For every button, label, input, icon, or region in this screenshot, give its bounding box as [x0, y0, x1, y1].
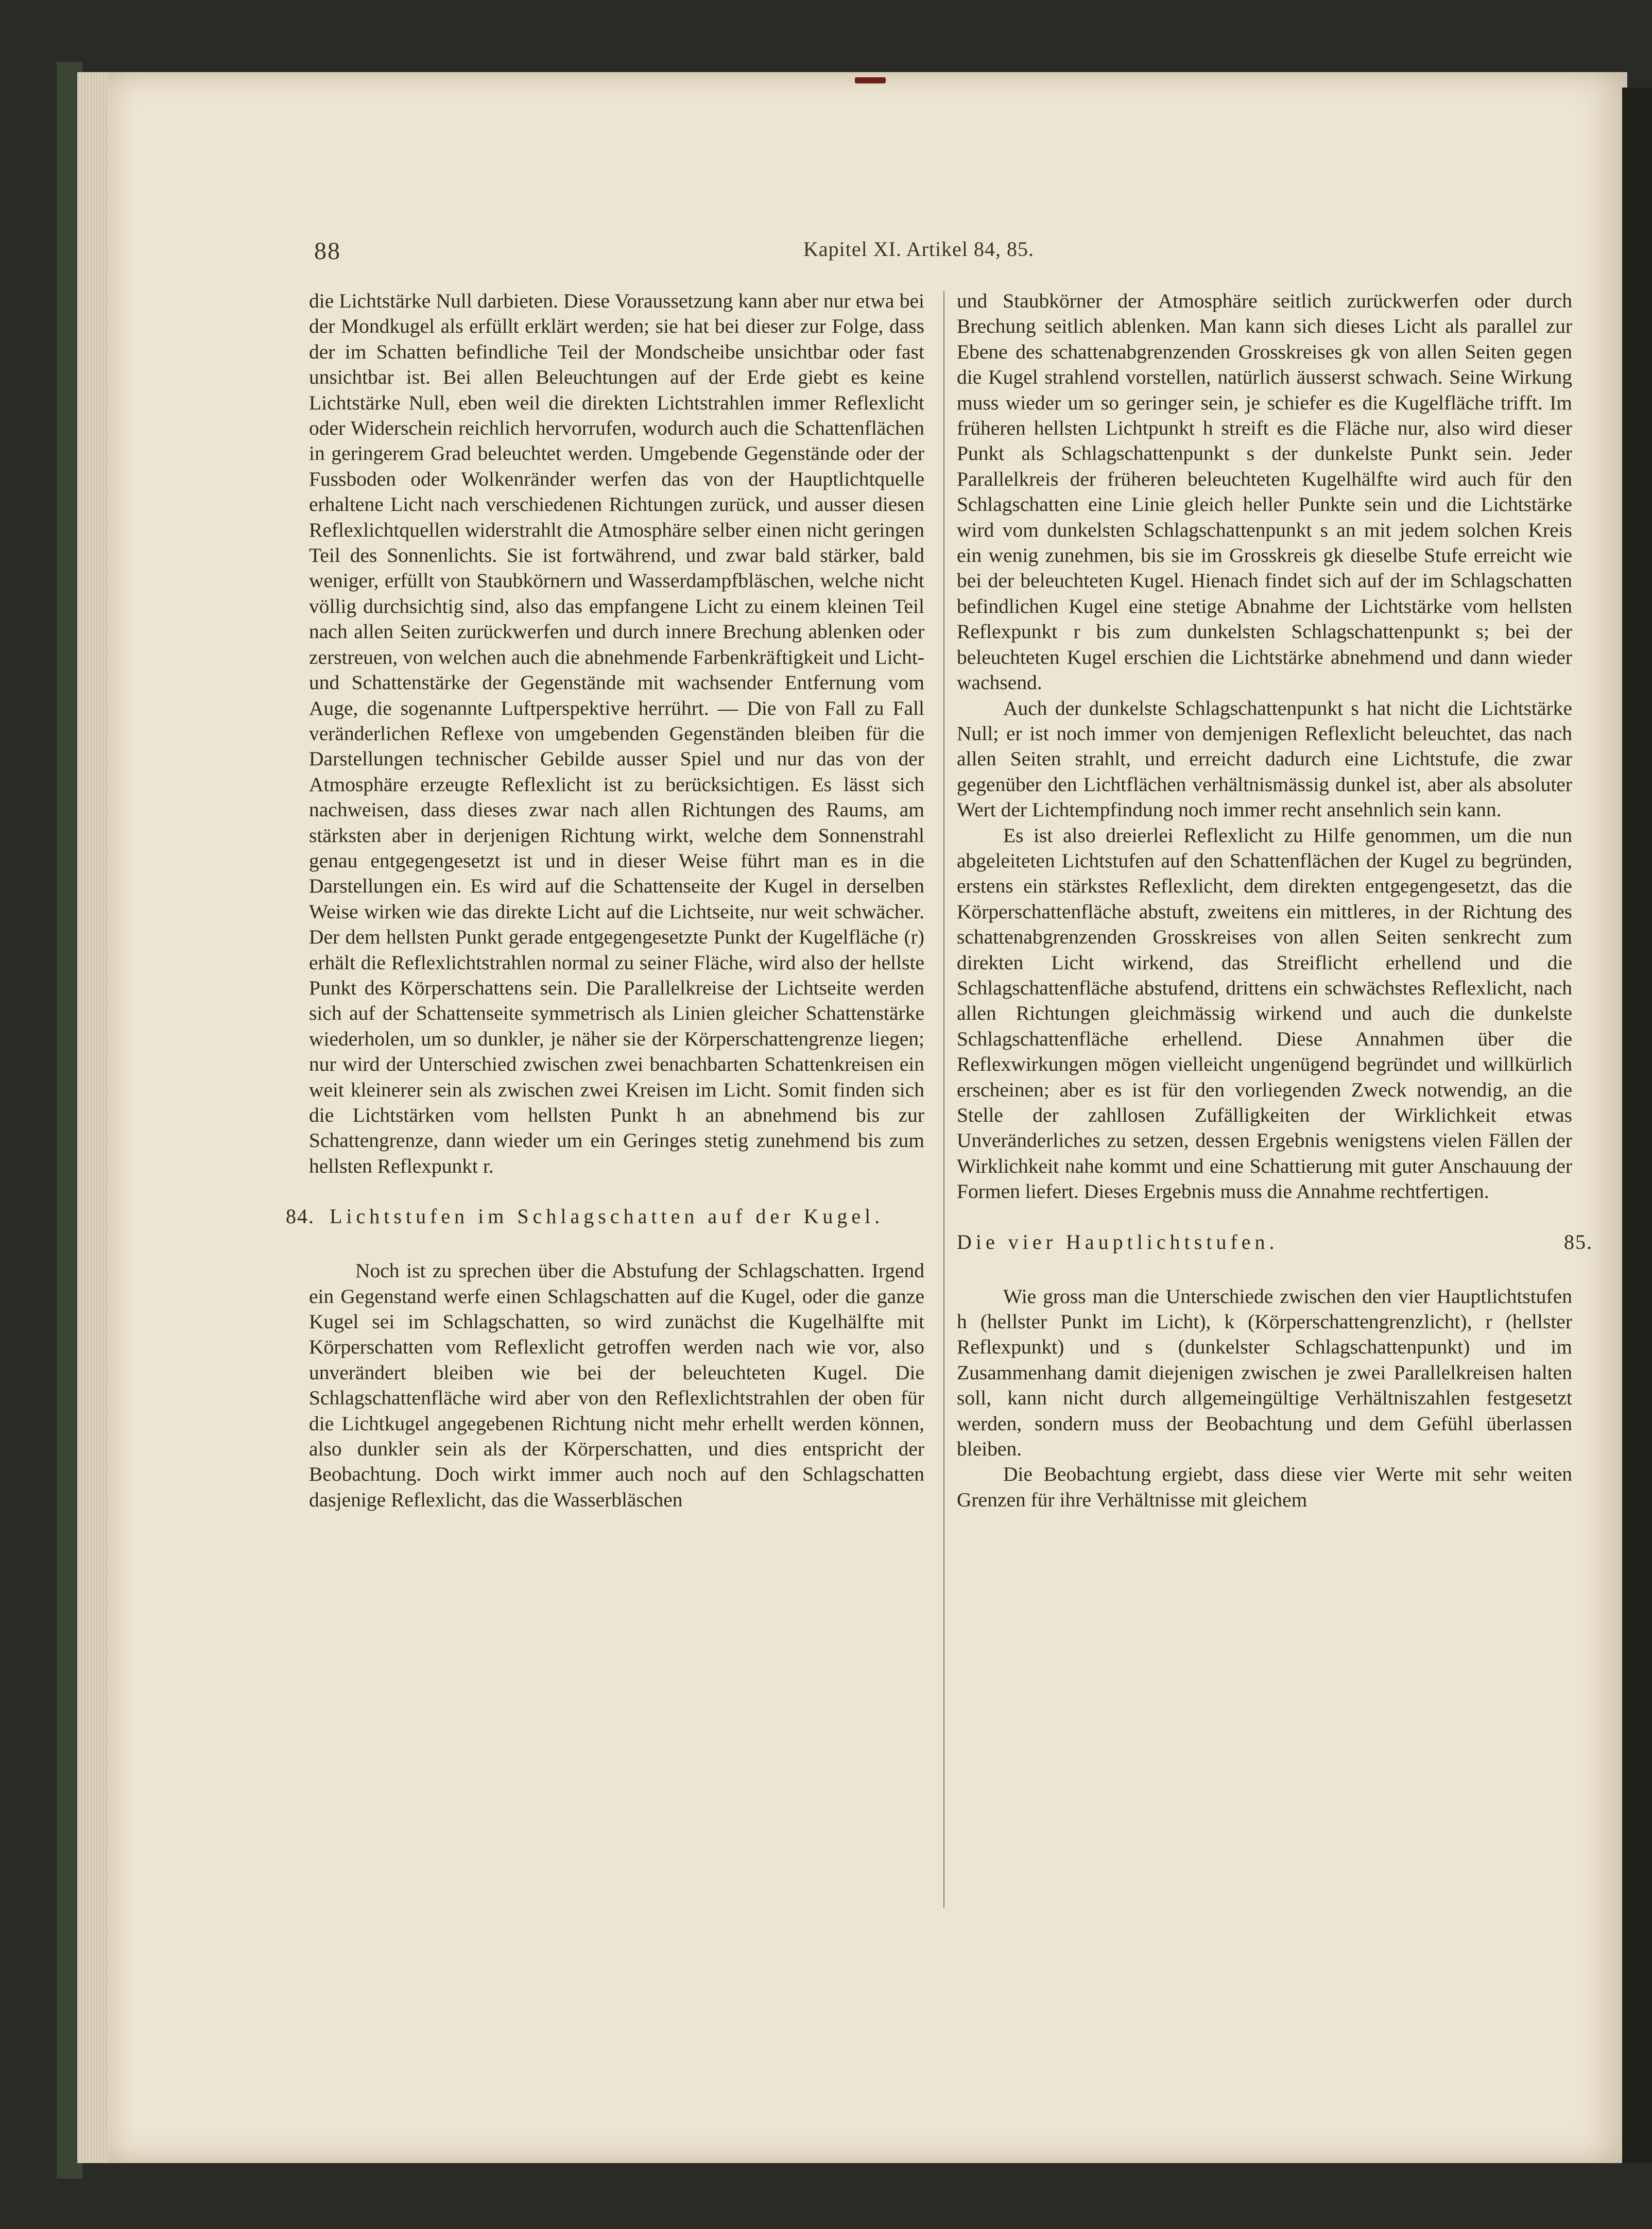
paragraph: Auch der dunkelste Schlagschattenpunkt s hat nicht die Lichtstärke Null; er ist noch immer von demjenigen Reflexlicht beleuchtet, das nach allen Seiten strahlt, und erreicht dadurch eine Lichtstufe, die zwar gegenüber den Lichtflächen verhältnismässig dunkel ist, aber als absoluter Wert der Lichtempfindung noch immer recht ansehnlich sein kann. — [957, 696, 1572, 821]
right-column — [957, 288, 1593, 1513]
column-rule — [943, 291, 944, 1908]
section-heading-84 — [286, 1204, 924, 1234]
paragraph: Wie gross man die Unterschiede zwischen den vier Hauptlichtstufen h (hellster Punkt im Licht), k (Körperschattengrenzlicht), r (hellster Reflexpunkt) und s (dunkelster Schlagschattenpunkt) und im Zusammenhang damit diejenigen zwischen je zwei Parallelkreisen halten soll, kann nicht durch allgemeingültige Verhältniszahlen festgesetzt werden, sondern muss der Beobachtung und dem Gefühl überlassen bleiben. — [957, 1284, 1572, 1461]
paragraph: Noch ist zu sprechen über die Abstufung der Schlagschatten. Irgend ein Gegenstand werfe einen Schlagschatten auf die Kugel, oder die ganze Kugel sei im Schlagschatten, so wird zunächst die Kugelhälfte mit Körperschatten vom Reflexlicht getroffen werden nach wie vor, also unverändert bleiben wie bei der beleuchteten Kugel. Die Schlagschattenfläche wird aber von den Reflexlichtstrahlen der oben für die Lichtkugel angegebenen Richtung nicht mehr erhellt werden können, also dunkler sein als der Körperschatten, und dies entspricht der Beobachtung. Doch wirkt immer auch noch auf den Schlagschatten dasjenige Reflexlicht, das die Wasserbläschen — [309, 1259, 924, 1511]
section-number: 85. — [1564, 1230, 1593, 1254]
section-title: Die vier Hauptlichtstufen. — [957, 1230, 1279, 1254]
facing-page-shadow — [1622, 88, 1652, 2163]
shelf-mark — [855, 77, 886, 83]
section-heading-85 — [957, 1229, 1593, 1260]
paragraph: die Lichtstärke Null darbieten. Diese Voraussetzung kann aber nur etwa bei der Mondkugel als erfüllt erklärt werden; sie hat bei dieser zur Folge, dass der im Schatten befindliche Teil der Mondscheibe unsichtbar oder fast unsichtbar ist. Bei allen Beleuchtungen auf der Erde giebt es keine Lichtstärke Null, eben weil die direkten Lichtstrahlen immer Reflexlicht oder Widerschein reichlich hervorrufen, wodurch auch die Schattenflächen in geringerem Grad beleuchtet werden. Umgebende Gegenstände oder der Fussboden oder Wolkenränder werfen das von der Hauptlichtquelle erhaltene Licht nach verschiedenen Richtungen zurück, und ausser diesen Reflexlichtquellen widerstrahlt die Atmosphäre selber einen nicht geringen Teil des Sonnenlichts. Sie ist fortwährend, und zwar bald stärker, bald weniger, erfüllt von Staubkörnern und Wasserdampfbläschen, welche nicht völlig durchsichtig sind, also das empfangene Licht zu einem kleinen Teil nach allen Seiten zurückwerfen und durch innere Brechung ablenken oder zerstreuen, von welchen auch die abnehmende Farbenkräftigkeit und Licht- und Schattenstärke der Gegenstände mit wachsender Entfernung vom Auge, die sogenannte Luftperspektive herrührt. — Die von Fall zu Fall veränderlichen Reflexe von umgebenden Gegenständen bleiben für die Darstellungen technischer Gebilde ausser Spiel und nur das von der Atmosphäre erzeugte Reflexlicht ist zu berücksichtigen. Es lässt sich nachweisen, dass dieses zwar nach allen Richtungen des Raums, am stärksten aber in derjenigen Richtung wirkt, welche dem Sonnenstrahl genau entgegengesetzt ist und in dieser Weise führt man es in die Darstellungen ein. Es wird auf die Schattenseite der Kugel in derselben Weise wirken wie das direkte Licht auf die Lichtseite, nur weit schwächer. Der dem hellsten Punkt gerade entgegengesetzte Punkt der Kugelfläche (r) erhält die Reflexlichtstrahlen normal zu seiner Fläche, wird also der hellste Punkt des Körperschattens sein. Die Parallelkreise der Lichtseite werden sich auf der Schattenseite symmetrisch als Linien gleicher Schattenstärke wiederholen, um so dunkler, je näher sie der Körperschattengrenze liegen; nur wird der Unterschied zwischen zwei benachbarten Schattenkreisen ein weit kleinerer sein als zwischen zwei Kreisen im Licht. Somit finden sich die Lichtstärken vom hellsten Punkt h an abnehmend bis zur Schattengrenze, dann wieder um ein Geringes stetig zunehmend bis zum hellsten Reflexpunkt r. — [309, 289, 924, 1177]
left-column — [286, 288, 924, 1513]
section-number: 84. — [286, 1205, 315, 1228]
paragraph: und Staubkörner der Atmosphäre seitlich zurückwerfen oder durch Brechung seitlich ablenken. Man kann sich dieses Licht als parallel zur Ebene des schattenabgrenzenden Grosskreises gk von allen Seiten gegen die Kugel strahlend vorstellen, natürlich äusserst schwach. Seine Wirkung muss wieder um so geringer sein, je schiefer es die Kugelfläche trifft. Im früheren hellsten Lichtpunkt h streift es die Fläche nur, also wird dieser Punkt als Schlagschattenpunkt s der dunkelste Punkt sein. Jeder Parallelkreis der früheren beleuchteten Kugelhälfte wird auch für den Schlagschatten eine Linie gleich heller Punkte sein und die Lichtstärke wird vom dunkelsten Schlagschattenpunkt s an mit jedem solchen Kreis ein wenig zunehmen, bis sie im Grosskreis gk dieselbe Stufe erreicht wie bei der beleuchteten Kugel. Hienach findet sich auf der im Schlagschatten befindlichen Kugel eine stetige Abnahme der Lichtstärke vom hellsten Reflexpunkt r bis zum dunkelsten Schlagschattenpunkt s; bei der beleuchteten Kugel erschien die Lichtstärke abnehmend und dann wieder wachsend. — [957, 289, 1572, 694]
section-title: Lichtstufen im Schlagschatten auf der Kugel. — [330, 1205, 884, 1228]
paragraph: Es ist also dreierlei Reflexlicht zu Hilfe genommen, um die nun abgeleiteten Lichtstufen auf den Schattenflächen der Kugel zu begründen, erstens ein stärkstes Reflexlicht, dem direkten entgegengesetzt, das die Körperschattenfläche abstuft, zweitens ein mittleres, in der Richtung des schattenabgrenzenden Grosskreises von allen Seiten senkrecht zum direkten Licht wirkend, das Streiflicht erhellend und die Schlagschattenfläche abstufend, drittens ein schwächstes Reflexlicht, nach allen Richtungen gleichmässig wirkend und auch die dunkelste Schlagschattenfläche erhellend. Diese Annahmen über die Reflexwirkungen mögen vielleicht ungenügend begründet und willkürlich erscheinen; aber es ist für den vorliegenden Zweck notwendig, an die Stelle der zahllosen Zufälligkeiten der Wirklichkeit etwas Unveränderliches zu setzen, dessen Ergebnis wenigstens vielen Fällen der Wirklichkeit nahe kommt und eine Schattierung mit guter Anschauung der Formen liefert. Dieses Ergebnis muss die Annahme rechtfertigen. — [957, 824, 1572, 1203]
running-head — [314, 237, 1602, 273]
running-title: Kapitel XI. Artikel 84, 85. — [803, 237, 1035, 261]
page-number: 88 — [314, 237, 341, 265]
paragraph: Die Beobachtung ergiebt, dass diese vier Werte mit sehr weiten Grenzen für ihre Verhältnisse mit gleichem — [957, 1463, 1572, 1511]
